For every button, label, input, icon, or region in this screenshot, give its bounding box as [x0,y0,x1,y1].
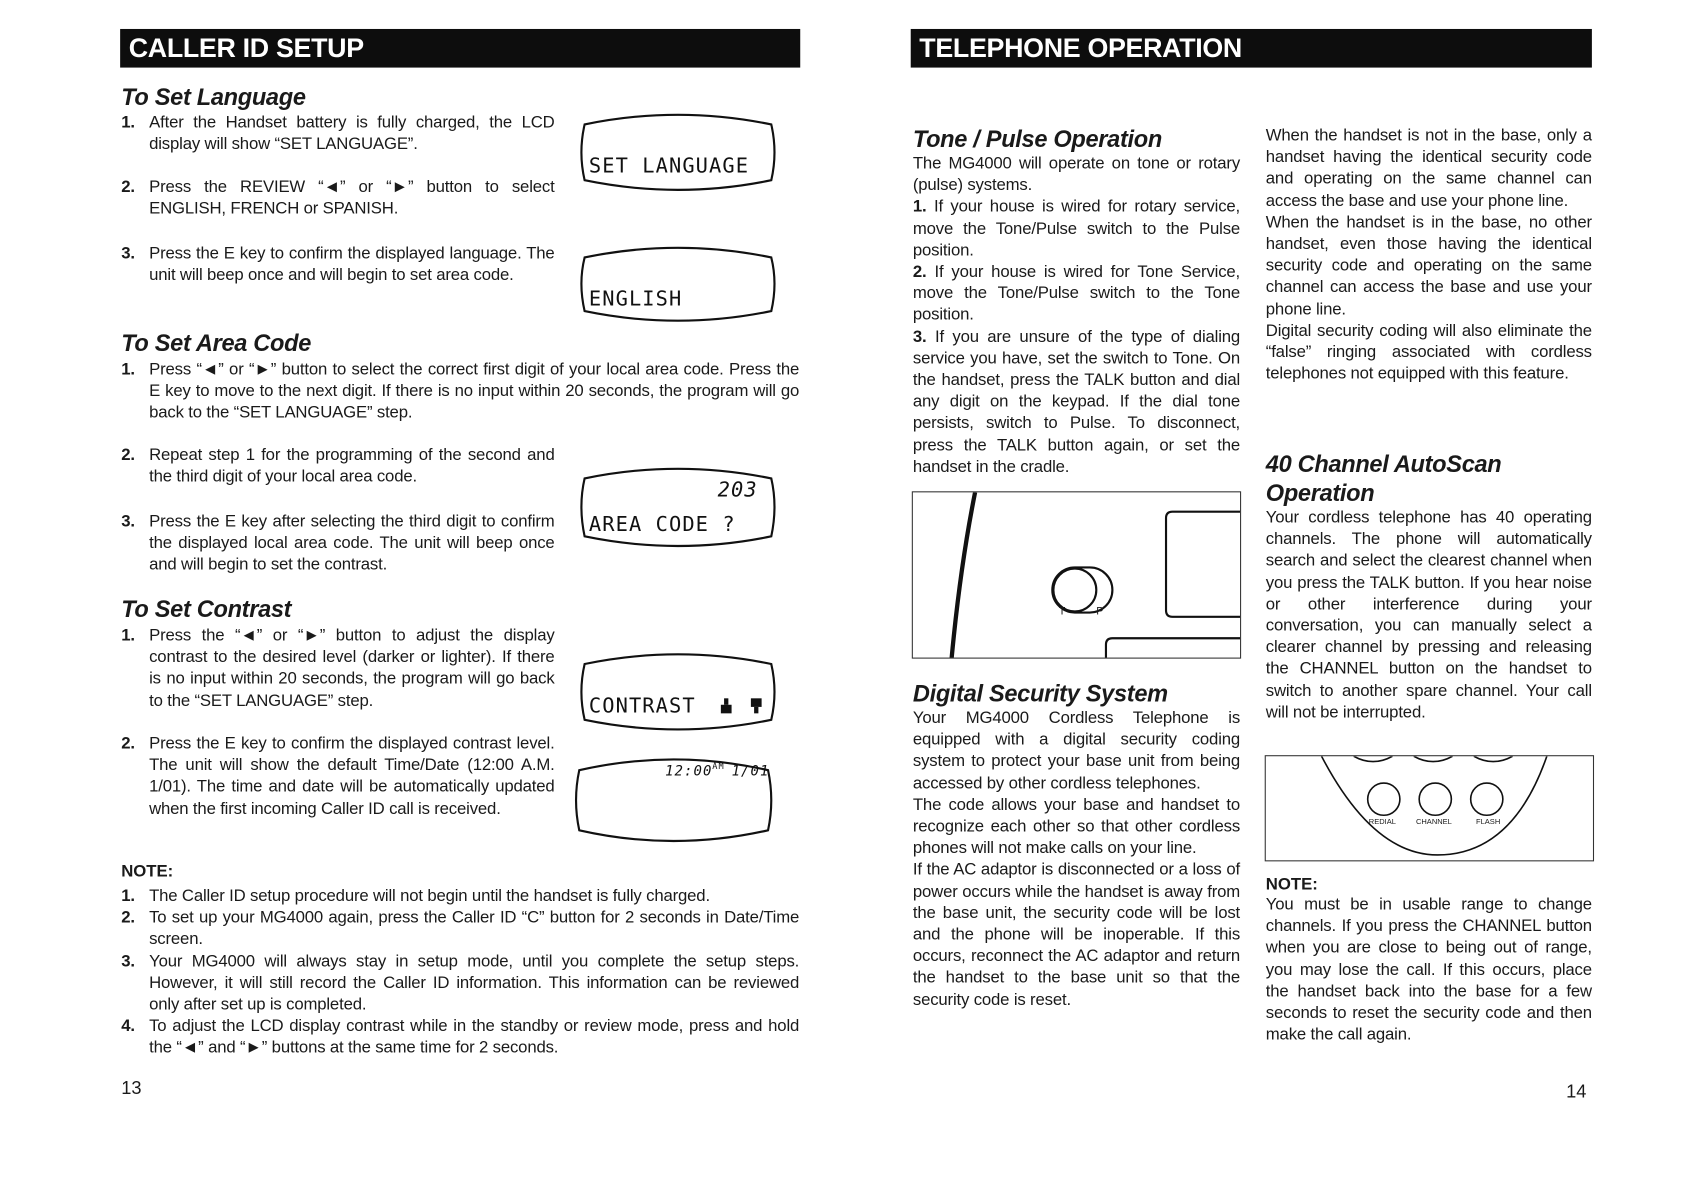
lcd-frame [576,109,780,193]
flash-button-icon [1471,783,1503,815]
autoscan-note [1266,875,1592,1046]
item-number: 3. [121,512,135,531]
list-item [121,445,554,488]
lcd-text: SET LANGUAGE [588,154,750,179]
paragraph: Digital security coding will also eliminate the “false” ringing associated with cordless telephones not equipped with this feature. [1265,321,1592,384]
paragraph: Your MG4000 Cordless Telephone is equipped with a digital security coding system to protect your base unit from being accessed by other cordless telephones. [912,709,1241,793]
paragraph: When the handset is not in the base, only a handset having the identical security code and operating on the same channel can access the base and use your phone line. [1265,126,1592,210]
item-text: To adjust the LCD display contrast while in the standby or review mode, press and hold the “◄” and “►” buttons at the same time for 2 seconds. [149,1016,800,1057]
lcd-ampm: AM [712,761,725,772]
step-number: 3. [912,327,927,347]
item-number: 2. [121,446,135,465]
lcd-time-date [571,753,777,845]
channel-button-icon [1419,783,1451,815]
item-number: 4. [121,1016,135,1036]
flash-label: FLASH [1476,818,1501,826]
note-item [121,908,799,951]
contrast-up-icon [721,698,732,713]
paragraph: Your cordless telephone has 40 operating channels. The phone will automatically search and select the clearest channel when you press the TALK button. If you hear noise or other interference during your conversation, you can manually select a clearer channel by pressing and releasing the CHANNEL button on the handset to switch to another spare channel. Your call will not be interrupted. [1265,508,1592,722]
heading-autoscan: 40 Channel AutoScan Operation [1265,450,1502,507]
paragraph: You must be in usable range to change channels. If you press the CHANNEL button when you are close to being out of range, you may lose the call. If this occurs, place the handset back into the base for a few seconds to reset the security code and then make the call again. [1265,895,1592,1044]
lcd-text: AREA CODE ? [588,512,736,537]
item-text: Press the E key to confirm the displayed language. The unit will beep once and will begin to set area code. [149,244,555,285]
list-item [121,359,799,424]
step [913,327,1240,479]
heading-set-contrast: To Set Contrast [121,595,292,623]
step-text: If you are unsure of the type of dialing service you have, set the switch to Tone. On the handset, press the TALK button and dial any digit on the keypad. If the dial tone persists, switch to Pulse. To disconnect, press the TALK button again, or set the handset in the cradle. [912,327,1241,477]
switch-label-tone: T [1058,606,1066,618]
item-text: Repeat step 1 for the programming of the second and the third digit of your local area code. [149,446,555,487]
lcd-digits: 203 [717,478,758,503]
switch-label-pulse: P [1096,606,1104,618]
note-item [121,951,799,1016]
item-number: 3. [121,952,135,971]
autoscan-section [1266,449,1592,724]
item-number: 1. [121,887,135,906]
lcd-text: ENGLISH [588,287,683,312]
step-text: If your house is wired for rotary service, move the Tone/Pulse switch to the Pulse position. [912,197,1241,260]
list-item [121,244,554,287]
item-number: 3. [121,244,135,263]
item-text: To set up your MG4000 again, press the Caller ID “C” button for 2 seconds in Date/Time screen. [149,908,800,949]
lcd-area-code [576,463,780,549]
heading-tone-pulse: Tone / Pulse Operation [912,125,1162,153]
item-number: 2. [121,734,135,754]
step-number: 2. [912,262,927,282]
handset-buttons-illustration [1265,755,1594,861]
note-heading: NOTE: [1265,875,1318,894]
heading-set-language: To Set Language [121,83,306,111]
list-item [121,734,554,821]
list-item [121,625,554,712]
paragraph: If the AC adaptor is disconnected or a loss of power occurs while the handset is away from the base unit, the security code will be lost and the phone will be inoperable. If this occurs, reconnect the AC adaptor and return the handset to the base unit so that the security code is reset. [912,860,1241,1010]
paragraph: The code allows your base and handset to recognize each other so that other cordless phones will not make calls on your line. [912,795,1241,858]
step-number: 1. [912,197,927,217]
item-number: 2. [121,178,135,197]
redial-button-icon [1368,783,1400,815]
paragraph: The MG4000 will operate on tone or rotary (pulse) systems. [912,154,1241,195]
section-header-telephone-operation: TELEPHONE OPERATION [911,29,1592,68]
note-item [121,886,799,908]
item-text: Press “◄” or “►” button to select the correct first digit of your local area code. Press the E key to move to the next digit. If there is no input within 20 seconds, the program will go back to the “SET LANGUAGE” step. [149,360,800,423]
item-text: Press the “◄” or “►” button to adjust the display contrast to the desired level (darker or lighter). If there is no input within 20 seconds, the program will go back to the “SET LANGUAGE” step. [149,626,555,710]
lcd-text: CONTRAST [588,694,696,718]
list-item [121,177,554,220]
tone-pulse-section [913,124,1240,478]
item-text: Press the REVIEW “◄” or “►” button to select ENGLISH, FRENCH or SPANISH. [149,178,555,218]
lcd-date: 1/01 [731,763,770,780]
item-number: 1. [121,626,135,645]
page-number: 13 [121,1078,142,1099]
page-number: 14 [1566,1081,1587,1102]
lcd-set-language [576,109,780,193]
step [913,262,1240,327]
item-number: 1. [121,360,135,379]
contrast-down-icon [751,698,762,713]
item-text: After the Handset battery is fully charged, the LCD display will show “SET LANGUAGE”. [149,113,555,154]
security-continued [1266,126,1592,386]
section-header-caller-id-setup: CALLER ID SETUP [120,29,800,68]
item-number: 2. [121,908,135,927]
lcd-frame [576,242,780,324]
list-item [121,512,554,577]
digital-security-section [913,679,1240,1011]
channel-label: CHANNEL [1415,818,1452,826]
redial-label: REDIAL [1368,818,1396,826]
paragraph: When the handset is in the base, no other handset, even those having the identical security code and operating on the same channel can access the base and use your phone line. [1265,213,1592,319]
lcd-english [576,242,780,324]
lcd-time: 12:00 [665,763,713,780]
tone-pulse-switch-illustration [912,491,1241,658]
step [913,197,1240,262]
step-text: If your house is wired for Tone Service, move the Tone/Pulse switch to the Tone position. [912,262,1241,325]
note-item [121,1016,799,1059]
item-text: Your MG4000 will always stay in setup mode, until you complete the setup steps. However, it will still record the Caller ID information. This information can be reviewed only after set up is completed. [149,952,800,1015]
lcd-contrast [576,649,780,733]
heading-set-area-code: To Set Area Code [121,329,312,357]
lcd-frame [576,649,780,733]
item-text: The Caller ID setup procedure will not begin until the handset is fully charged. [149,887,710,906]
list-item [121,113,554,156]
item-number: 1. [121,113,135,132]
item-text: Press the E key to confirm the displayed contrast level. The unit will show the default Time/Date (12:00 A.M. 1/01). The time and date will be automatically updated when the first incoming Caller ID call is received. [149,734,555,819]
heading-digital-security: Digital Security System [912,680,1168,707]
item-text: Press the E key after selecting the third digit to confirm the displayed local area code. The unit will beep once and will begin to set the contrast. [149,512,555,575]
note-heading: NOTE: [121,862,174,881]
